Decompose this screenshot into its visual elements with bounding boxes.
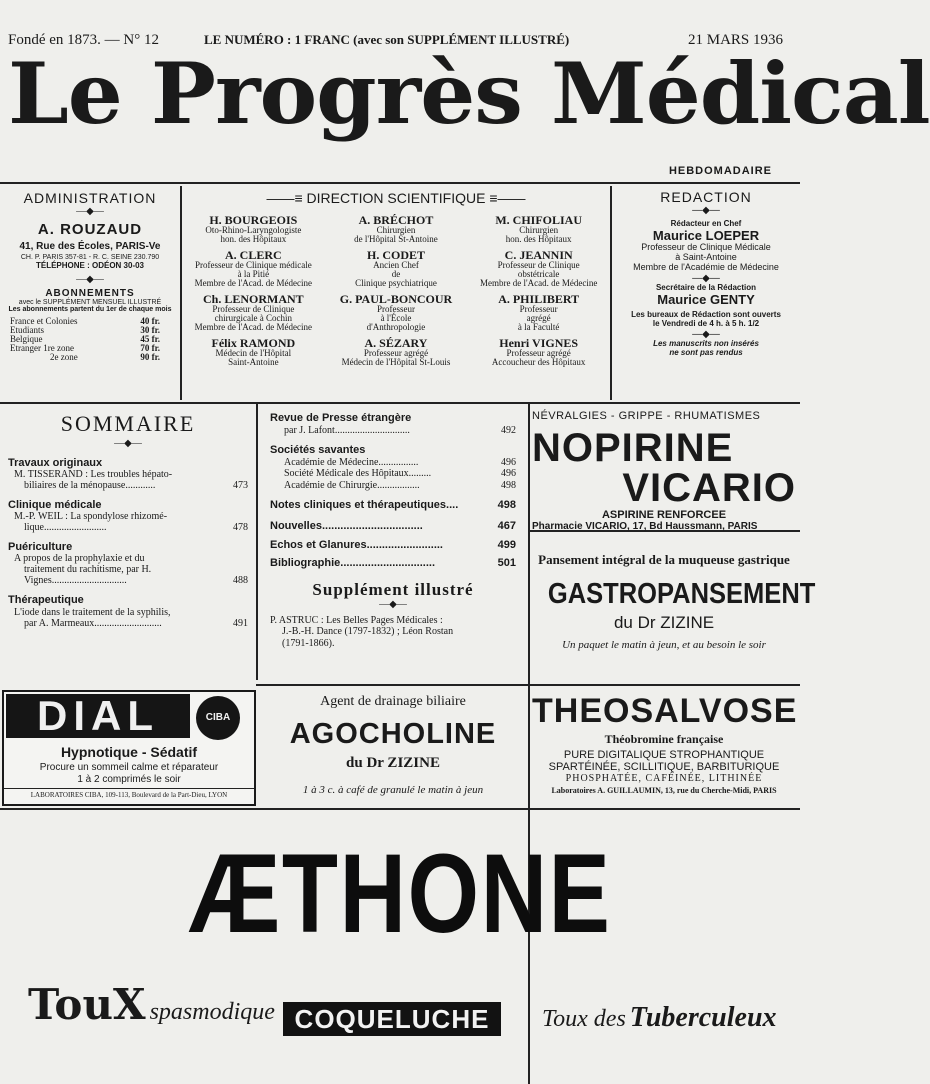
dial-lab: LABORATOIRES CIBA, 109-113, Boulevard de la Part-Dieu, LYON: [4, 788, 254, 799]
theosalvose-line: PHOSPHATÉE, CAFÉINÉE, LITHINÉE: [565, 773, 763, 784]
person-card: G. PAUL-BONCOUR Professeur à l'École d'Anthropologie: [339, 292, 453, 332]
chief-name: Maurice LOEPER: [652, 228, 760, 244]
theosalvose-lab: Laboratoires A. GUILLAUMIN, 13, rue du Cherche-Midi, PARIS: [551, 786, 777, 795]
admin-cheque: CH. P. PARIS 357-81 - R. C. SEINE 230.790: [20, 254, 160, 261]
middle-block: Revue de Presse étrangère par J. Lafont.............................. 492 Sociétés savantes Académie de Médecine................ 496 Société Médicale des Hôpitaux......... 496 Académie de Chirurgie................. 498 Notes cliniques et thérapeutiques.... 498 Nouvelles................................. 467 Echos et Glanures......................... 499 Bibliographie............................... 501 Supplément illustré —◆— P. ASTRUC : Les Belles Pages Médicales : J.-B.-H. Dance (1797-1832) ; Léon Rostan (1791-1866).: [270, 412, 516, 649]
dial-name: DIAL: [6, 694, 190, 738]
societe-row: Académie de Chirurgie................. 498: [284, 479, 516, 491]
ad-theosalvose: [532, 694, 796, 795]
sommaire-block: SOMMAIRE —◆— Travaux originaux M. TISSERAND : Les troubles hépato- biliaires de la ménopause............ 473 Clinique médicale M.-P. WEIL : La spondylose rhizomé- lique......................... 478 Puériculture A propos de la prophylaxie et du traitement du rachitisme, par H. Vignes.............................. 488 Thérapeutique L'iode dans le traitement de la syphilis, par A. Marmeaux........................... 491: [8, 411, 248, 629]
price-text: LE NUMÉRO : 1 FRANC (avec son SUPPLÉMENT ILLUSTRÉ): [204, 32, 570, 47]
person-card: A. CLERC Professeur de Clinique médicale à la Pitié Membre de l'Acad. de Médecine: [194, 248, 312, 288]
direction-block: [182, 190, 610, 367]
agocholine-dose: 1 à 3 c. à café de granulé le matin à jeun: [302, 784, 484, 796]
redaction-block: REDACTION —◆— Rédacteur en Chef Maurice LOEPER Professeur de Clinique Médicale à Saint-Antoine Membre de l'Académie de Médecine —◆— Secrétaire de la Rédaction Maurice GENTY Les bureaux de Rédaction sont ouverts le Vendredi de 4 h. à 5 h. 1/2 —◆— Les manuscrits non insérés ne sont pas rendus: [612, 190, 800, 357]
dial-line: 1 à 2 comprimés le soir: [77, 774, 181, 785]
societe-row: Société Médicale des Hôpitaux......... 496: [284, 468, 516, 480]
ciba-logo-icon: CIBA: [196, 696, 240, 740]
direction-people: [182, 214, 610, 367]
administration-heading: ADMINISTRATION: [23, 190, 157, 206]
ad-gastropansement: [532, 552, 816, 651]
chief-line: Membre de l'Académie de Médecine: [633, 262, 779, 273]
rate-row: Etranger 1re zone 70 fr.: [10, 343, 160, 353]
dial-line: Procure un sommeil calme et réparateur: [39, 762, 219, 773]
person-card: A. SÉZARY Professeur agrégé Médecin de l'Hôpital St-Louis: [341, 336, 451, 367]
sommaire-section: Travaux originaux M. TISSERAND : Les troubles hépato- biliaires de la ménopause............ 473: [8, 457, 248, 492]
revue-line: par J. Lafont..............................: [284, 424, 410, 436]
note-line: ne sont pas rendus: [669, 347, 743, 357]
supplement-line: P. ASTRUC : Les Belles Pages Médicales :: [270, 614, 443, 626]
rates-list: [10, 317, 160, 362]
supplement-title: Supplément illustré: [312, 579, 474, 599]
nouvelles-row: Nouvelles................................. 467: [270, 519, 516, 532]
agocholine-name: AGOCHOLINE: [289, 718, 497, 750]
chief-line: à Saint-Antoine: [675, 252, 737, 263]
spasmodique-text: spasmodique: [149, 999, 275, 1025]
tuberculeux-text: Tuberculeux: [629, 1002, 777, 1033]
person-card: M. CHIFOLIAU Chirurgien hon. des Hôpitaux: [495, 213, 582, 244]
person-card: Ch. LENORMANT Professeur de Clinique chirurgicale à Cochin Membre de l'Acad. de Médecine: [194, 292, 312, 332]
person-card: Henri VIGNES Professeur agrégé Accoucheur des Hôpitaux: [491, 336, 586, 367]
gastro-name: GASTROPANSEMENT: [547, 578, 816, 610]
masthead-title: Le Progrès Médical: [8, 44, 930, 143]
note-line: Les manuscrits non insérés: [653, 338, 759, 348]
rate-row: Belgique 45 fr.: [10, 334, 160, 344]
direction-heading: ——≡ DIRECTION SCIENTIFIQUE ≡——: [266, 190, 526, 206]
gastro-dose: Un paquet le matin à jeun, et au besoin le soir: [562, 639, 766, 651]
nopirine-lab: Pharmacie VICARIO, 17, Bd Haussmann, PARIS: [532, 521, 758, 532]
frequency-label: HEBDOMADAIRE: [668, 165, 772, 177]
revue-page: 492: [501, 424, 516, 436]
chief-title: Rédacteur en Chef: [670, 219, 742, 229]
person-card: Félix RAMOND Médecin de l'Hôpital Saint-Antoine: [211, 336, 296, 367]
admin-name: A. ROUZAUD: [37, 221, 143, 238]
theosalvose-sub: Théobromine française: [604, 732, 724, 746]
theosalvose-line: SPARTÉINÉE, SCILLITIQUE, BARBITURIQUE: [548, 761, 780, 773]
person-card: A. PHILIBERT Professeur agrégé à la Faculté: [498, 292, 580, 332]
nopirine-name: NOPIRINE: [532, 426, 734, 470]
gastro-by: du Dr ZIZINE: [613, 613, 715, 632]
person-card: A. BRÉCHOT Chirurgien de l'Hôpital St-Antoine: [354, 213, 438, 244]
abonnements-heading: ABONNEMENTS: [45, 288, 135, 299]
agocholine-by: du Dr ZIZINE: [346, 755, 440, 771]
sommaire-heading: SOMMAIRE: [60, 411, 196, 436]
theosalvose-line: PURE DIGITALIQUE STROPHANTIQUE: [563, 749, 765, 761]
person-card: C. JEANNIN Professeur de Clinique obstétricale Membre de l'Acad. de Médecine: [480, 248, 598, 288]
coqueluche-badge: COQUELUCHE: [283, 1002, 501, 1036]
hours-line: Les bureaux de Rédaction sont ouverts: [631, 310, 781, 320]
founded-text: Fondé en 1873. — N° 12: [8, 32, 159, 48]
biblio-row: Bibliographie............................... 501: [270, 557, 516, 570]
rate-row: Etudiants 30 fr.: [10, 325, 160, 335]
sommaire-section: Thérapeutique L'iode dans le traitement de la syphilis, par A. Marmeaux........................... 491: [8, 594, 248, 629]
nopirine-sub: ASPIRINE RENFORCEE: [601, 509, 727, 521]
societe-row: Académie de Médecine................ 496: [284, 456, 516, 468]
supplement-line: avec le SUPPLÉMENT MENSUEL ILLUSTRÉ: [18, 299, 162, 306]
sommaire-section: Puériculture A propos de la prophylaxie et du traitement du rachitisme, par H. Vignes.............................. 488: [8, 541, 248, 587]
toux-des-text: Toux des: [542, 1006, 626, 1032]
chief-line: Professeur de Clinique Médicale: [641, 242, 771, 253]
redaction-heading: REDACTION: [660, 189, 752, 205]
echos-row: Echos et Glanures......................... 499: [270, 538, 516, 551]
theosalvose-name: THEOSALVOSE: [532, 692, 798, 730]
ad-agocholine: [260, 694, 526, 796]
rate-row: 2e zone 90 fr.: [50, 352, 160, 362]
ad-nopirine: [532, 410, 796, 532]
notes-row: Notes cliniques et thérapeutiques.... 498: [270, 499, 516, 512]
gastro-top: Pansement intégral de la muqueuse gastrique: [538, 552, 790, 567]
ad-dial: [2, 690, 256, 806]
vicario-name: VICARIO: [622, 466, 796, 510]
issue-date: 21 MARS 1936: [688, 32, 784, 48]
toux-text: TouX: [28, 980, 146, 1029]
agocholine-top: Agent de drainage biliaire: [320, 694, 466, 709]
administration-block: ADMINISTRATION —◆— A. ROUZAUD 41, Rue des Écoles, PARIS-Ve CH. P. PARIS 357-81 - R. C. SEINE 230.790 TÉLÉPHONE : ODÉON 30-03 —◆— ABONNEMENTS avec le SUPPLÉMENT MENSUEL ILLUSTRÉ Les abonnements partent du 1er de chaque mois France et Colonies 40 fr. Etudiants 30 fr. Belgique 45 fr. Etranger 1re zone 70 fr. 2e zone 90 fr.: [0, 190, 180, 362]
person-card: H. BOURGEOIS Oto-Rhino-Laryngologiste hon. des Hôpitaux: [205, 213, 302, 244]
dial-sub: Hypnotique - Sédatif: [60, 744, 198, 760]
societes-title: Sociétés savantes: [270, 444, 366, 457]
start-line: Les abonnements partent du 1er de chaque mois: [8, 306, 172, 313]
rate-row: France et Colonies 40 fr.: [10, 316, 160, 326]
supplement-line: (1791-1866).: [282, 637, 335, 649]
aethone-toux-tuberculeux: [542, 1002, 777, 1034]
secretary-name: Maurice GENTY: [657, 291, 755, 307]
sommaire-section: Clinique médicale M.-P. WEIL : La spondylose rhizomé- lique......................... 478: [8, 499, 248, 534]
supplement-line: J.-B.-H. Dance (1797-1832) ; Léon Rostan: [282, 626, 454, 638]
person-card: H. CODET Ancien Chef de Clinique psychiatrique: [355, 248, 437, 288]
admin-address: 41, Rue des Écoles, PARIS-Ve: [19, 241, 161, 252]
aethone-name: ÆTHONE: [188, 831, 612, 956]
revue-title: Revue de Presse étrangère: [270, 412, 412, 424]
hours-line: le Vendredi de 4 h. à 5 h. 1/2: [652, 319, 760, 329]
nopirine-top: NÉVRALGIES - GRIPPE - RHUMATISMES: [532, 410, 761, 422]
aethone-toux-spasmodique: [28, 980, 275, 1029]
secretary-title: Secrétaire de la Rédaction: [655, 283, 757, 293]
admin-phone: TÉLÉPHONE : ODÉON 30-03: [35, 261, 145, 270]
